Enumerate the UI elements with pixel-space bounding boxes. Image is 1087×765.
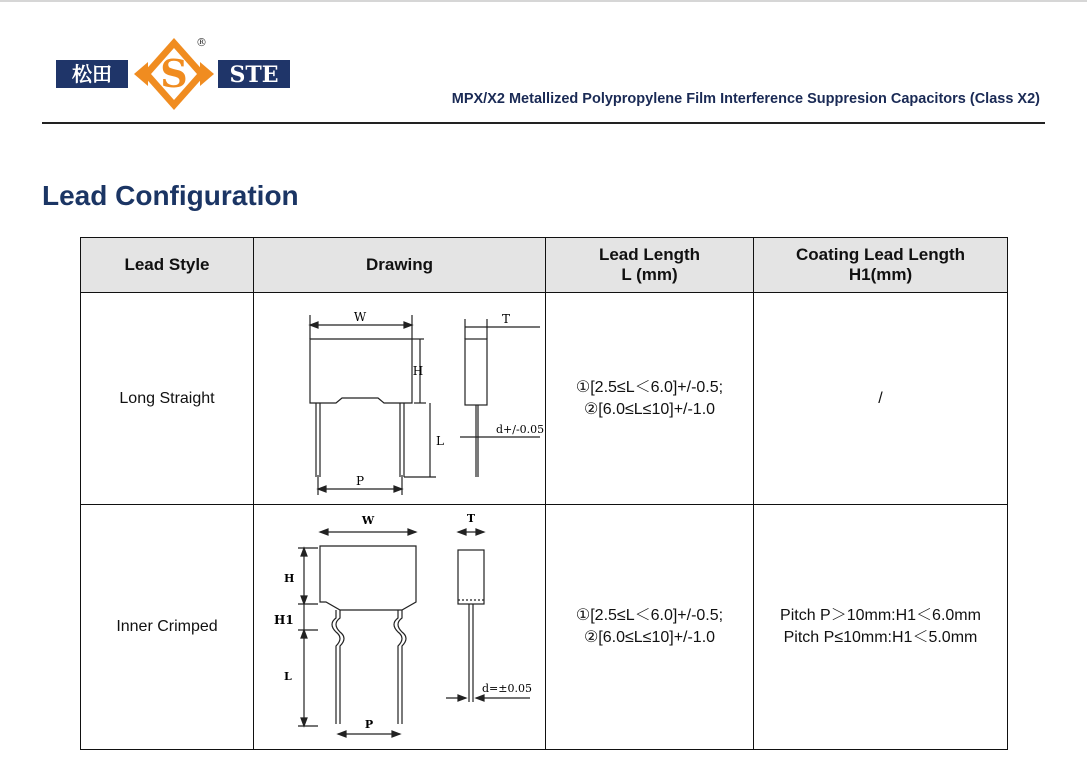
- long-straight-lead-drawing: [270, 295, 544, 495]
- header-lead-length-line1: Lead Length: [598, 245, 701, 264]
- header-coating-lead-length: [754, 238, 1008, 293]
- company-logo-icon: [56, 34, 296, 116]
- header-rule: [42, 122, 1045, 124]
- table-header-row: [81, 238, 1008, 293]
- dim-label-h: H: [412, 364, 423, 378]
- lead-configuration-table: [80, 237, 1008, 750]
- header-lead-length: [546, 238, 754, 293]
- lead-length-line2: ②[6.0≤L≤10]+/-1.0: [583, 629, 716, 646]
- dim-label-p: P: [355, 474, 364, 488]
- drawing-cell: [254, 293, 546, 505]
- table-row: [81, 293, 1008, 505]
- lead-length-line2: ②[6.0≤L≤10]+/-1.0: [583, 400, 716, 418]
- dim-label-l: L: [435, 434, 444, 448]
- top-border: [0, 0, 1087, 2]
- dim-label-h1: H1: [273, 612, 294, 627]
- table-row: [81, 505, 1008, 750]
- logo-en-text: STE: [229, 62, 279, 88]
- lead-length-line1: ①[2.5≤L＜6.0]+/-0.5;: [575, 378, 724, 396]
- logo-cn-text: 松田: [72, 62, 112, 86]
- dim-label-t: T: [466, 511, 475, 525]
- drawing-cell: [254, 505, 546, 750]
- inner-crimped-lead-drawing: [270, 506, 530, 742]
- lead-length-line1: ①[2.5≤L＜6.0]+/-0.5;: [575, 607, 724, 624]
- lead-style-cell: Inner Crimped: [81, 505, 254, 750]
- dim-label-t: T: [501, 312, 510, 326]
- dim-label-d: d+/-0.05: [495, 423, 544, 436]
- document-title: MPX/X2 Metallized Polypropylene Film Interference Suppresion Capacitors (Class X2): [451, 91, 1040, 107]
- lead-style-cell: Long Straight: [81, 293, 254, 505]
- dim-label-w: W: [361, 513, 374, 527]
- section-title: Lead Configuration: [42, 180, 299, 211]
- header-lead-style: Lead Style: [81, 238, 254, 293]
- dim-label-l: L: [283, 669, 292, 683]
- lead-length-cell: [546, 505, 754, 750]
- lead-length-cell: [546, 293, 754, 505]
- coating-length-cell: [754, 505, 1008, 750]
- header-drawing: Drawing: [254, 238, 546, 293]
- dim-label-d: d=±0.05: [481, 681, 532, 695]
- logo-registered-mark: ®: [196, 36, 207, 49]
- coating-length-cell: [754, 293, 1008, 505]
- dim-label-p: P: [364, 717, 373, 731]
- dim-label-h: H: [283, 571, 294, 585]
- header-coating-line1: Coating Lead Length: [795, 245, 966, 264]
- dim-label-w: W: [353, 310, 366, 324]
- svg-text:S: S: [160, 51, 188, 96]
- header-coating-line2: H1(mm): [848, 265, 913, 284]
- coating-length-line1: /: [878, 389, 883, 407]
- header-lead-length-line2: L (mm): [621, 265, 678, 284]
- coating-length-line2: Pitch P≤10mm:H1＜5.0mm: [783, 629, 978, 646]
- coating-length-line1: Pitch P＞10mm:H1＜6.0mm: [780, 607, 981, 624]
